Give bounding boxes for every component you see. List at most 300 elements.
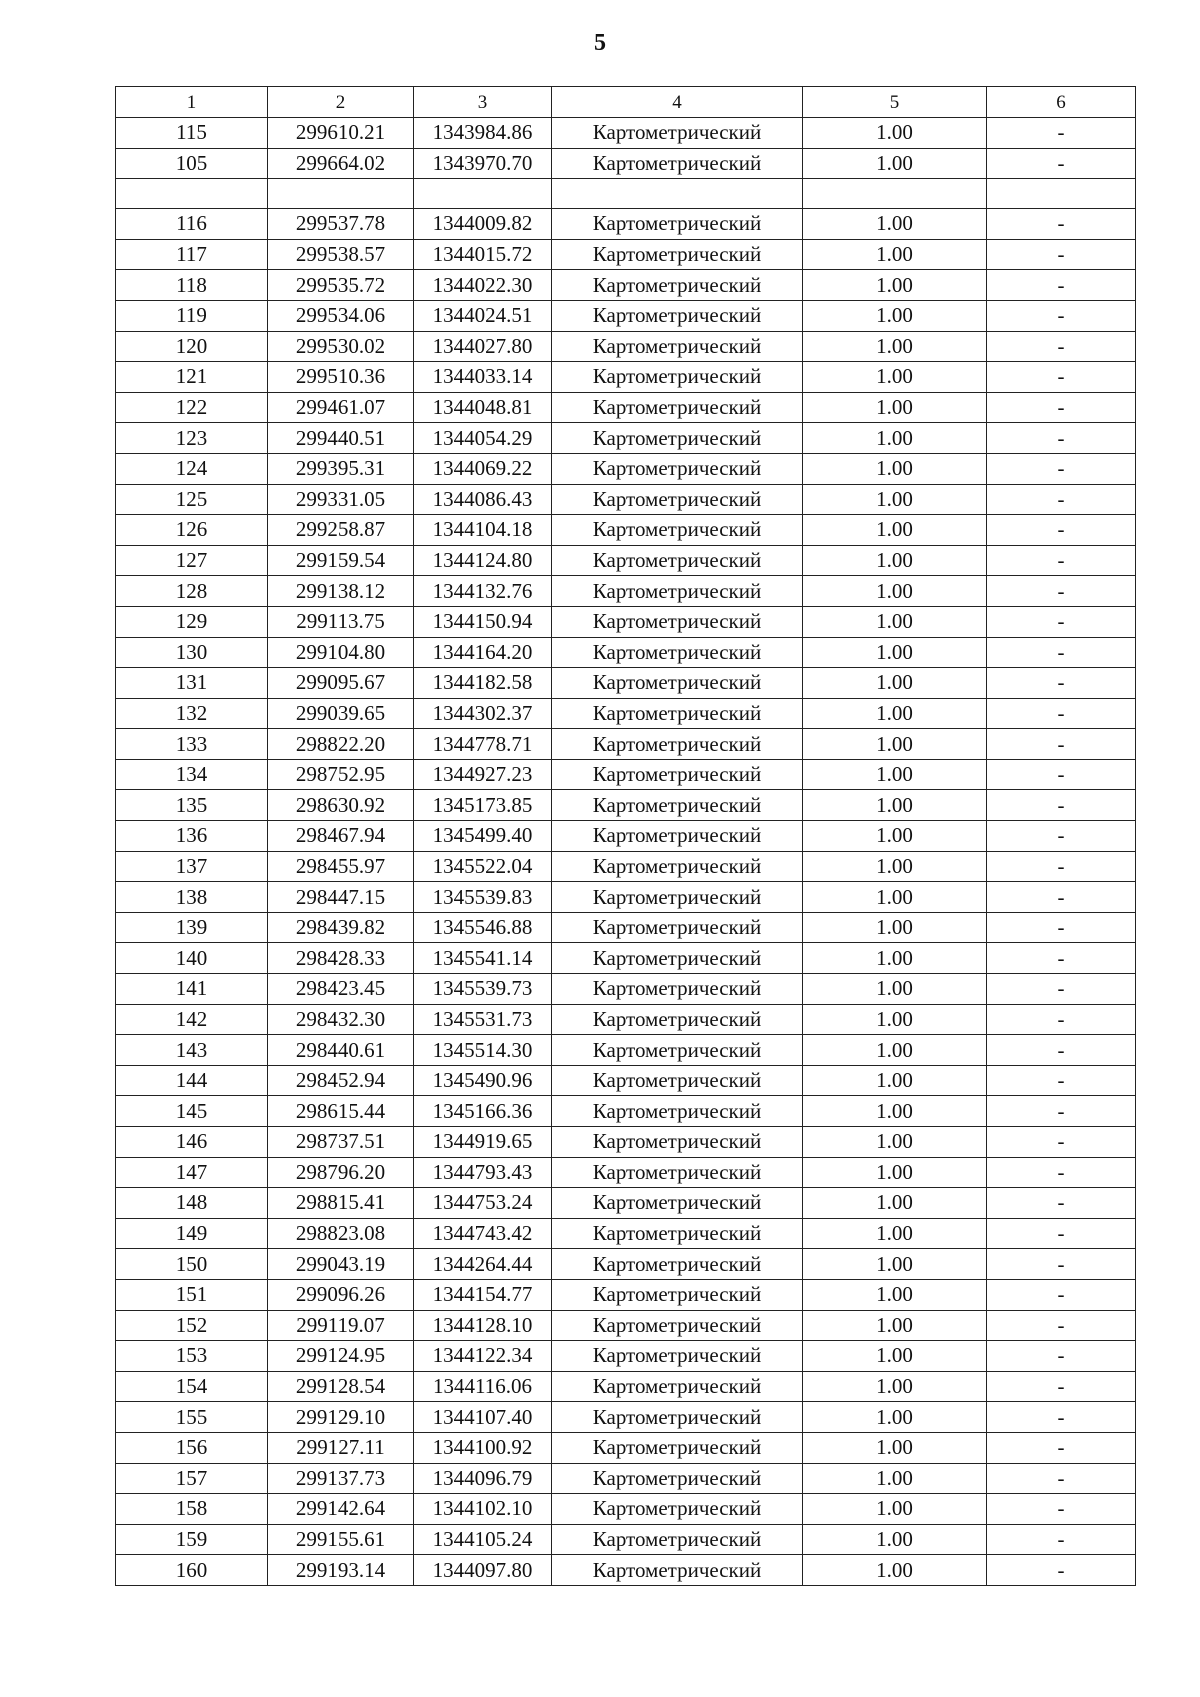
table-cell: 299127.11 xyxy=(268,1432,414,1463)
table-row xyxy=(116,1004,1136,1035)
table-cell: 117 xyxy=(116,239,268,270)
table-row xyxy=(116,1524,1136,1555)
table-cell: 1344116.06 xyxy=(414,1371,552,1402)
table-cell: 298423.45 xyxy=(268,974,414,1005)
table-cell: Картометрический xyxy=(552,1065,803,1096)
table-cell: 1345539.73 xyxy=(414,974,552,1005)
table-cell: Картометрический xyxy=(552,790,803,821)
table-cell: 299142.64 xyxy=(268,1494,414,1525)
table-row xyxy=(116,698,1136,729)
column-header: 3 xyxy=(414,87,552,118)
table-row xyxy=(116,974,1136,1005)
table-cell: 1344919.65 xyxy=(414,1127,552,1158)
table-cell: 120 xyxy=(116,331,268,362)
table-cell: - xyxy=(987,576,1136,607)
table-cell: 1344105.24 xyxy=(414,1524,552,1555)
table-cell: Картометрический xyxy=(552,851,803,882)
table-cell: - xyxy=(987,148,1136,179)
table-cell: 1.00 xyxy=(803,1279,987,1310)
table-cell: 1.00 xyxy=(803,1218,987,1249)
table-cell: 299137.73 xyxy=(268,1463,414,1494)
table-cell: 1345522.04 xyxy=(414,851,552,882)
table-row xyxy=(116,943,1136,974)
table-cell: Картометрический xyxy=(552,943,803,974)
table-cell: Картометрический xyxy=(552,1494,803,1525)
table-cell: 1344024.51 xyxy=(414,300,552,331)
table-cell: 1.00 xyxy=(803,882,987,913)
table-cell: 143 xyxy=(116,1035,268,1066)
table-row xyxy=(116,606,1136,637)
table-row xyxy=(116,790,1136,821)
table-row xyxy=(116,1096,1136,1127)
table-cell: 299124.95 xyxy=(268,1341,414,1372)
table-cell: 1.00 xyxy=(803,606,987,637)
table-cell: 1344743.42 xyxy=(414,1218,552,1249)
table-cell: 1345166.36 xyxy=(414,1096,552,1127)
table-cell: 134 xyxy=(116,759,268,790)
table-cell: 298428.33 xyxy=(268,943,414,974)
table-cell: - xyxy=(987,729,1136,760)
table-cell: - xyxy=(987,790,1136,821)
table-cell: Картометрический xyxy=(552,912,803,943)
table-cell: 1.00 xyxy=(803,1341,987,1372)
table-cell: 1344927.23 xyxy=(414,759,552,790)
table-cell: 299095.67 xyxy=(268,668,414,699)
table-cell: 128 xyxy=(116,576,268,607)
table-cell: Картометрический xyxy=(552,1157,803,1188)
table-cell: Картометрический xyxy=(552,239,803,270)
table-cell: - xyxy=(987,1524,1136,1555)
table-cell: - xyxy=(987,515,1136,546)
table-cell: 299104.80 xyxy=(268,637,414,668)
table-row xyxy=(116,239,1136,270)
table-cell: Картометрический xyxy=(552,300,803,331)
table-cell: - xyxy=(987,943,1136,974)
table-cell: 1.00 xyxy=(803,1432,987,1463)
table-cell: 135 xyxy=(116,790,268,821)
table-cell: Картометрический xyxy=(552,1524,803,1555)
table-row xyxy=(116,362,1136,393)
table-cell: Картометрический xyxy=(552,1004,803,1035)
table-cell: Картометрический xyxy=(552,821,803,852)
table-row xyxy=(116,821,1136,852)
table-cell: Картометрический xyxy=(552,882,803,913)
table-cell: 1.00 xyxy=(803,912,987,943)
table-cell: - xyxy=(987,239,1136,270)
table-cell: - xyxy=(987,1065,1136,1096)
table-cell: 1344778.71 xyxy=(414,729,552,760)
table-cell: Картометрический xyxy=(552,1402,803,1433)
table-cell: - xyxy=(987,1035,1136,1066)
table-row xyxy=(116,1127,1136,1158)
table-row xyxy=(116,515,1136,546)
table-cell: - xyxy=(987,300,1136,331)
table-cell: 1344128.10 xyxy=(414,1310,552,1341)
table-cell: 299128.54 xyxy=(268,1371,414,1402)
table-cell: Картометрический xyxy=(552,668,803,699)
table-cell: 1.00 xyxy=(803,576,987,607)
table-cell: - xyxy=(987,362,1136,393)
table-cell: 1.00 xyxy=(803,1004,987,1035)
table-cell: 157 xyxy=(116,1463,268,1494)
table-cell: - xyxy=(987,1004,1136,1035)
table-cell: - xyxy=(987,423,1136,454)
table-cell: 298455.97 xyxy=(268,851,414,882)
table-cell: - xyxy=(987,1463,1136,1494)
table-cell: 1.00 xyxy=(803,637,987,668)
column-header: 1 xyxy=(116,87,268,118)
table-cell: 1.00 xyxy=(803,1371,987,1402)
table-cell: 1.00 xyxy=(803,974,987,1005)
table-cell: 132 xyxy=(116,698,268,729)
table-cell: 1.00 xyxy=(803,453,987,484)
table-cell xyxy=(414,179,552,209)
table-cell: 298822.20 xyxy=(268,729,414,760)
table-cell: 152 xyxy=(116,1310,268,1341)
table-cell: 1.00 xyxy=(803,1402,987,1433)
table-row xyxy=(116,484,1136,515)
table-cell: 1.00 xyxy=(803,1157,987,1188)
table-cell: - xyxy=(987,637,1136,668)
table-cell: 299610.21 xyxy=(268,118,414,149)
table-cell: Картометрический xyxy=(552,1341,803,1372)
table-cell: - xyxy=(987,851,1136,882)
table-cell: - xyxy=(987,1218,1136,1249)
table-cell: 1.00 xyxy=(803,1127,987,1158)
table-cell: 156 xyxy=(116,1432,268,1463)
table-cell: 299440.51 xyxy=(268,423,414,454)
table-cell: Картометрический xyxy=(552,759,803,790)
column-header: 4 xyxy=(552,87,803,118)
coordinates-table xyxy=(115,86,1136,1586)
table-cell: - xyxy=(987,118,1136,149)
table-cell: 148 xyxy=(116,1188,268,1219)
table-cell: 1344069.22 xyxy=(414,453,552,484)
table-row xyxy=(116,1432,1136,1463)
table-row xyxy=(116,1371,1136,1402)
table-cell: 1.00 xyxy=(803,1524,987,1555)
column-header: 5 xyxy=(803,87,987,118)
table-row xyxy=(116,1463,1136,1494)
table-cell: 1.00 xyxy=(803,515,987,546)
table-cell: Картометрический xyxy=(552,1371,803,1402)
table-cell: 121 xyxy=(116,362,268,393)
table-cell: 299530.02 xyxy=(268,331,414,362)
table-cell: Картометрический xyxy=(552,331,803,362)
table-cell: - xyxy=(987,1188,1136,1219)
table-body xyxy=(116,87,1136,1586)
table-cell xyxy=(987,179,1136,209)
table-row xyxy=(116,1341,1136,1372)
table-cell: Картометрический xyxy=(552,1035,803,1066)
table-cell: 1.00 xyxy=(803,545,987,576)
table-cell: 1345546.88 xyxy=(414,912,552,943)
table-cell: 1.00 xyxy=(803,1249,987,1280)
table-row xyxy=(116,1402,1136,1433)
table-cell: 1344086.43 xyxy=(414,484,552,515)
table-cell: - xyxy=(987,392,1136,423)
column-header: 6 xyxy=(987,87,1136,118)
table-cell: 1.00 xyxy=(803,729,987,760)
table-cell: 1.00 xyxy=(803,851,987,882)
table-row xyxy=(116,851,1136,882)
table-cell: 147 xyxy=(116,1157,268,1188)
table-cell: 130 xyxy=(116,637,268,668)
table-cell: Картометрический xyxy=(552,148,803,179)
table-cell: 1344048.81 xyxy=(414,392,552,423)
table-row xyxy=(116,118,1136,149)
table-cell: Картометрический xyxy=(552,392,803,423)
table-cell: 299461.07 xyxy=(268,392,414,423)
table-cell: 299331.05 xyxy=(268,484,414,515)
table-cell: - xyxy=(987,331,1136,362)
table-cell: Картометрический xyxy=(552,545,803,576)
table-cell: 298615.44 xyxy=(268,1096,414,1127)
table-cell: 1345514.30 xyxy=(414,1035,552,1066)
table-cell: 1.00 xyxy=(803,300,987,331)
table-cell: 1.00 xyxy=(803,1065,987,1096)
table-cell: 299395.31 xyxy=(268,453,414,484)
table-cell: 298440.61 xyxy=(268,1035,414,1066)
table-cell: 298432.30 xyxy=(268,1004,414,1035)
table-row xyxy=(116,1157,1136,1188)
table-cell: 1.00 xyxy=(803,239,987,270)
table-row xyxy=(116,1249,1136,1280)
table-cell: 1344015.72 xyxy=(414,239,552,270)
table-cell: 298796.20 xyxy=(268,1157,414,1188)
table-cell: - xyxy=(987,209,1136,240)
table-cell: - xyxy=(987,821,1136,852)
table-cell: 1344182.58 xyxy=(414,668,552,699)
table-cell: 1.00 xyxy=(803,362,987,393)
table-cell: 1344154.77 xyxy=(414,1279,552,1310)
table-cell: 1.00 xyxy=(803,698,987,729)
table-cell: 1344096.79 xyxy=(414,1463,552,1494)
table-cell: - xyxy=(987,484,1136,515)
table-cell: 1344104.18 xyxy=(414,515,552,546)
table-row xyxy=(116,729,1136,760)
table-row xyxy=(116,759,1136,790)
table-cell: - xyxy=(987,759,1136,790)
table-cell: 126 xyxy=(116,515,268,546)
table-cell: 299039.65 xyxy=(268,698,414,729)
table-cell: 1343970.70 xyxy=(414,148,552,179)
table-cell: Картометрический xyxy=(552,698,803,729)
table-cell: - xyxy=(987,1157,1136,1188)
table-cell: - xyxy=(987,882,1136,913)
table-cell: Картометрический xyxy=(552,453,803,484)
table-row xyxy=(116,392,1136,423)
table-cell: - xyxy=(987,545,1136,576)
table-row xyxy=(116,209,1136,240)
table-cell xyxy=(552,179,803,209)
table-cell: 149 xyxy=(116,1218,268,1249)
table-row xyxy=(116,1310,1136,1341)
table-cell: 127 xyxy=(116,545,268,576)
table-cell: 1344302.37 xyxy=(414,698,552,729)
table-row xyxy=(116,545,1136,576)
table-row xyxy=(116,637,1136,668)
table-cell: 139 xyxy=(116,912,268,943)
page-number: 5 xyxy=(594,30,606,56)
table-cell: 299119.07 xyxy=(268,1310,414,1341)
table-cell: 131 xyxy=(116,668,268,699)
table-cell xyxy=(268,179,414,209)
table-cell: 299537.78 xyxy=(268,209,414,240)
table-cell: 1345541.14 xyxy=(414,943,552,974)
table-cell: 1.00 xyxy=(803,1188,987,1219)
table-cell: Картометрический xyxy=(552,362,803,393)
table-cell: - xyxy=(987,1494,1136,1525)
table-row xyxy=(116,300,1136,331)
table-row-blank xyxy=(116,179,1136,209)
table-cell: 298823.08 xyxy=(268,1218,414,1249)
table-cell: 1344107.40 xyxy=(414,1402,552,1433)
table-cell: Картометрический xyxy=(552,1188,803,1219)
table-cell: 141 xyxy=(116,974,268,1005)
table-cell: Картометрический xyxy=(552,1555,803,1586)
table-cell: 298467.94 xyxy=(268,821,414,852)
table-cell: 1344132.76 xyxy=(414,576,552,607)
table-cell: 1.00 xyxy=(803,790,987,821)
table-cell: 298815.41 xyxy=(268,1188,414,1219)
table-cell: 1344097.80 xyxy=(414,1555,552,1586)
table-cell: 155 xyxy=(116,1402,268,1433)
table-row xyxy=(116,912,1136,943)
table-cell: - xyxy=(987,606,1136,637)
table-cell: 144 xyxy=(116,1065,268,1096)
table-cell: 299113.75 xyxy=(268,606,414,637)
table-cell: 1344150.94 xyxy=(414,606,552,637)
table-cell: Картометрический xyxy=(552,1279,803,1310)
table-row xyxy=(116,1279,1136,1310)
table-row xyxy=(116,668,1136,699)
table-cell: 1.00 xyxy=(803,1310,987,1341)
table-cell: 1.00 xyxy=(803,331,987,362)
table-cell: Картометрический xyxy=(552,1432,803,1463)
table-cell: Картометрический xyxy=(552,484,803,515)
table-cell: 299159.54 xyxy=(268,545,414,576)
table-cell: - xyxy=(987,1249,1136,1280)
table-cell: - xyxy=(987,270,1136,301)
table-row xyxy=(116,1065,1136,1096)
table-cell: 299138.12 xyxy=(268,576,414,607)
table-cell: Картометрический xyxy=(552,270,803,301)
table-cell: 151 xyxy=(116,1279,268,1310)
table-cell: 1345173.85 xyxy=(414,790,552,821)
table-cell: Картометрический xyxy=(552,1218,803,1249)
table-cell: 299258.87 xyxy=(268,515,414,546)
table-cell: 159 xyxy=(116,1524,268,1555)
table-cell: Картометрический xyxy=(552,974,803,1005)
table-cell: 142 xyxy=(116,1004,268,1035)
table-cell: - xyxy=(987,1555,1136,1586)
table-cell xyxy=(803,179,987,209)
table-cell: Картометрический xyxy=(552,1096,803,1127)
table-cell: 1.00 xyxy=(803,1035,987,1066)
table-cell: 299155.61 xyxy=(268,1524,414,1555)
table-cell: 1.00 xyxy=(803,1555,987,1586)
table-row xyxy=(116,1188,1136,1219)
table-cell: - xyxy=(987,974,1136,1005)
table-cell: 1.00 xyxy=(803,1096,987,1127)
table-cell: 1344264.44 xyxy=(414,1249,552,1280)
table-header-row xyxy=(116,87,1136,118)
table-cell: 299129.10 xyxy=(268,1402,414,1433)
table-cell: - xyxy=(987,1341,1136,1372)
table-cell: Картометрический xyxy=(552,1310,803,1341)
table-cell: 153 xyxy=(116,1341,268,1372)
table-row xyxy=(116,270,1136,301)
table-cell: 299664.02 xyxy=(268,148,414,179)
table-cell: 1.00 xyxy=(803,759,987,790)
table-cell: 125 xyxy=(116,484,268,515)
table-cell: 298439.82 xyxy=(268,912,414,943)
table-cell: 116 xyxy=(116,209,268,240)
table-cell: - xyxy=(987,1127,1136,1158)
table-row xyxy=(116,148,1136,179)
table-cell: 298737.51 xyxy=(268,1127,414,1158)
table-cell: 146 xyxy=(116,1127,268,1158)
table-cell: Картометрический xyxy=(552,1463,803,1494)
table-cell: 1.00 xyxy=(803,1463,987,1494)
table-cell: - xyxy=(987,1371,1136,1402)
table-row xyxy=(116,1218,1136,1249)
table-cell: - xyxy=(987,1402,1136,1433)
table-cell: 299510.36 xyxy=(268,362,414,393)
table-cell: - xyxy=(987,1279,1136,1310)
table-row xyxy=(116,453,1136,484)
table-cell: Картометрический xyxy=(552,729,803,760)
table-cell: 1344009.82 xyxy=(414,209,552,240)
table-cell: 1344753.24 xyxy=(414,1188,552,1219)
table-cell: 136 xyxy=(116,821,268,852)
table-cell: Картометрический xyxy=(552,209,803,240)
table-cell: Картометрический xyxy=(552,515,803,546)
table-cell: 1345531.73 xyxy=(414,1004,552,1035)
table-cell: 298452.94 xyxy=(268,1065,414,1096)
table-cell: 140 xyxy=(116,943,268,974)
table-cell: 154 xyxy=(116,1371,268,1402)
table-cell: 115 xyxy=(116,118,268,149)
table-cell: 145 xyxy=(116,1096,268,1127)
table-cell: 119 xyxy=(116,300,268,331)
table-cell: Картометрический xyxy=(552,637,803,668)
table-cell: Картометрический xyxy=(552,1249,803,1280)
table-cell: 1.00 xyxy=(803,943,987,974)
table-cell: 129 xyxy=(116,606,268,637)
table-cell: 299534.06 xyxy=(268,300,414,331)
table-cell: 299043.19 xyxy=(268,1249,414,1280)
table-cell: 299538.57 xyxy=(268,239,414,270)
table-cell: 123 xyxy=(116,423,268,454)
table-cell: 1345490.96 xyxy=(414,1065,552,1096)
table-cell: 1.00 xyxy=(803,668,987,699)
table-cell: - xyxy=(987,1096,1136,1127)
table-cell: 1.00 xyxy=(803,118,987,149)
table-cell: 158 xyxy=(116,1494,268,1525)
table-cell xyxy=(116,179,268,209)
table-cell: 1.00 xyxy=(803,148,987,179)
table-cell: 1343984.86 xyxy=(414,118,552,149)
column-header: 2 xyxy=(268,87,414,118)
table-cell: Картометрический xyxy=(552,576,803,607)
table-row xyxy=(116,1494,1136,1525)
table-cell: 299193.14 xyxy=(268,1555,414,1586)
table-cell: - xyxy=(987,1432,1136,1463)
table-cell: 1344793.43 xyxy=(414,1157,552,1188)
table-cell: 1.00 xyxy=(803,270,987,301)
